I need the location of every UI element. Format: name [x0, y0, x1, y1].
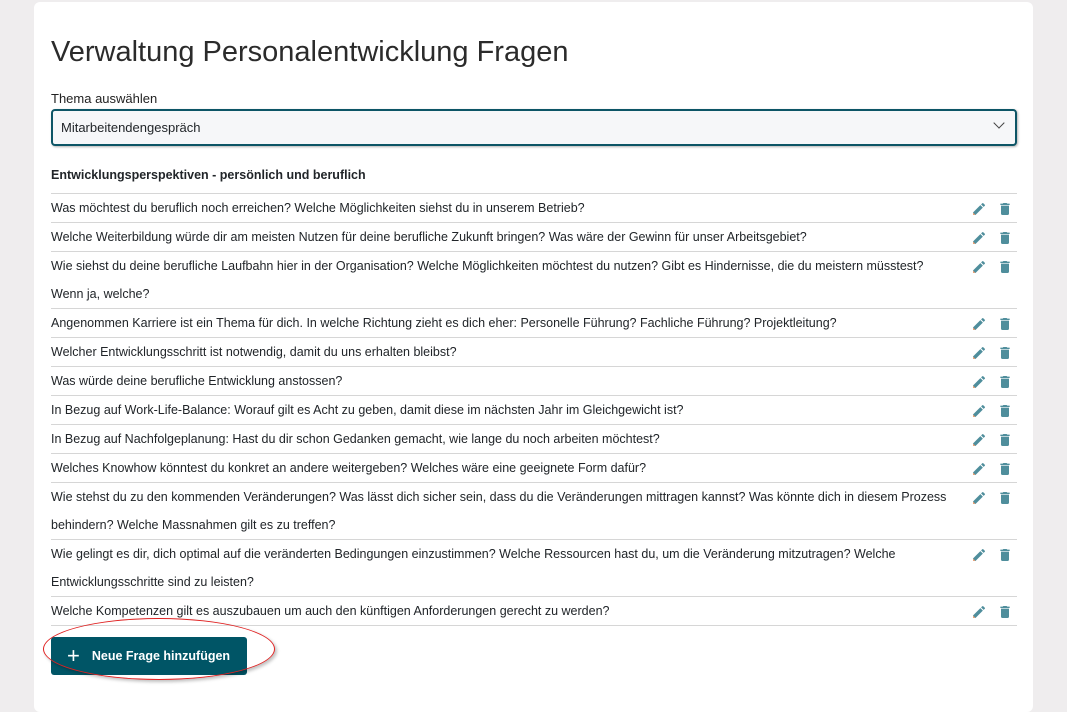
plus-icon: + — [67, 643, 80, 668]
question-text: In Bezug auf Nachfolgeplanung: Hast du dir schon Gedanken gemacht, wie lange du noch arbeiten möchtest? — [51, 432, 660, 446]
question-text: Was würde deine berufliche Entwicklung anstossen? — [51, 374, 343, 388]
question-row — [51, 194, 1017, 223]
delete-trash-icon[interactable] — [997, 547, 1013, 563]
topic-selected-value: Mitarbeitendengespräch — [61, 120, 201, 135]
question-row — [51, 454, 1017, 483]
edit-pencil-icon[interactable] — [971, 604, 987, 620]
delete-trash-icon[interactable] — [997, 461, 1013, 477]
edit-pencil-icon[interactable] — [971, 201, 987, 217]
topic-label: Thema auswählen — [51, 91, 158, 106]
edit-pencil-icon[interactable] — [971, 547, 987, 563]
edit-pencil-icon[interactable] — [971, 316, 987, 332]
edit-pencil-icon[interactable] — [971, 432, 987, 448]
edit-pencil-icon[interactable] — [971, 259, 987, 275]
delete-trash-icon[interactable] — [997, 403, 1013, 419]
edit-pencil-icon[interactable] — [971, 230, 987, 246]
edit-pencil-icon[interactable] — [971, 461, 987, 477]
question-text: Welches Knowhow könntest du konkret an andere weitergeben? Welches wäre eine geeignete Form dafür? — [51, 461, 647, 475]
question-row — [51, 252, 1017, 309]
topic-select[interactable] — [51, 109, 1017, 146]
question-row — [51, 396, 1017, 425]
delete-trash-icon[interactable] — [997, 604, 1013, 620]
chevron-down-icon — [993, 117, 1004, 128]
question-text: In Bezug auf Work-Life-Balance: Worauf gilt es Acht zu geben, damit diese im nächsten Jahr im Gleichgewicht ist? — [51, 403, 684, 417]
add-question-button[interactable] — [51, 637, 247, 675]
question-row — [51, 425, 1017, 454]
question-row — [51, 338, 1017, 367]
edit-pencil-icon[interactable] — [971, 403, 987, 419]
delete-trash-icon[interactable] — [997, 345, 1013, 361]
edit-pencil-icon[interactable] — [971, 374, 987, 390]
question-text: Welcher Entwicklungsschritt ist notwendig, damit du uns erhalten bleibst? — [51, 345, 457, 359]
question-list — [51, 193, 1017, 626]
question-text: Wie siehst du deine berufliche Laufbahn hier in der Organisation? Welche Möglichkeiten möchtest du nutzen? Gibt es Hindernisse, die du meistern müsstest? Wenn ja, welche? — [51, 259, 924, 301]
delete-trash-icon[interactable] — [997, 432, 1013, 448]
page-title: Verwaltung Personalentwicklung Fragen — [51, 36, 569, 68]
question-row — [51, 597, 1017, 626]
edit-pencil-icon[interactable] — [971, 490, 987, 506]
main-card — [34, 2, 1033, 712]
delete-trash-icon[interactable] — [997, 374, 1013, 390]
delete-trash-icon[interactable] — [997, 230, 1013, 246]
question-text: Wie stehst du zu den kommenden Veränderungen? Was lässt dich sicher sein, dass du die Veränderungen mittragen kannst? Was könnte dich in diesem Prozess behindern? Welche Massnahmen gilt es zu treffen? — [51, 490, 947, 532]
question-text: Wie gelingt es dir, dich optimal auf die veränderten Bedingungen einzustimmen? Welche Ressourcen hast du, um die Veränderung mitzutragen? Welche Entwicklungsschritte sind zu leisten? — [51, 547, 896, 589]
section-title: Entwicklungsperspektiven - persönlich und beruflich — [51, 168, 366, 182]
edit-pencil-icon[interactable] — [971, 345, 987, 361]
delete-trash-icon[interactable] — [997, 316, 1013, 332]
question-text: Welche Weiterbildung würde dir am meisten Nutzen für deine berufliche Zukunft bringen? Was wäre der Gewinn für unser Arbeitsgebiet? — [51, 230, 807, 244]
add-question-label: Neue Frage hinzufügen — [91, 649, 231, 663]
question-text: Angenommen Karriere ist ein Thema für dich. In welche Richtung zieht es dich eher: Personelle Führung? Fachliche Führung? Projektleitung? — [51, 316, 837, 330]
question-text: Welche Kompetenzen gilt es auszubauen um auch den künftigen Anforderungen gerecht zu werden? — [51, 604, 610, 618]
question-text: Was möchtest du beruflich noch erreichen? Welche Möglichkeiten siehst du in unserem Betrieb? — [51, 201, 585, 215]
delete-trash-icon[interactable] — [997, 490, 1013, 506]
question-row — [51, 367, 1017, 396]
question-row — [51, 540, 1017, 597]
delete-trash-icon[interactable] — [997, 259, 1013, 275]
question-row — [51, 309, 1017, 338]
question-row — [51, 223, 1017, 252]
delete-trash-icon[interactable] — [997, 201, 1013, 217]
question-row — [51, 483, 1017, 540]
